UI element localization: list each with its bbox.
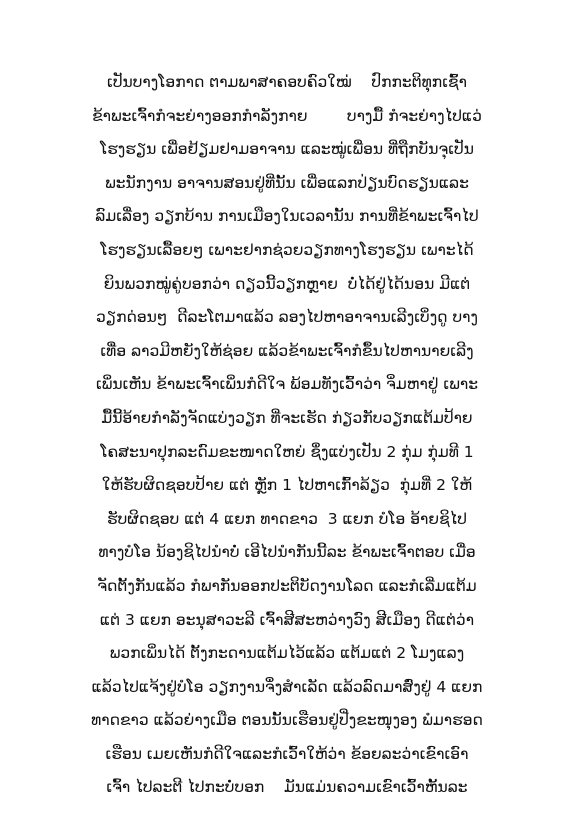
text-line: ແລ້ວໄປແຈ້ງຢູ່ບໍໂອ ວຽກງານຈຶ່ງສຳເລັດ ແລ້ວລົດມາສົ່ງຢູ່ 4 ແຍກ	[91, 677, 483, 696]
text-line: ເຈົ້າ ໄປລະຕີ ໄປກະບໍ່ບອກ ມັນແມ່ນຄວາມເຂົາເວົ້າຫັ້ນລະ	[106, 778, 468, 797]
text-line: ເທື່ອ ລາວມີຫຍັງໃຫ້ຊ່ອຍ ແລ້ວຂ້າພະເຈົ້າກໍຂຶ້ນໄປຫານາຍເລີງ	[100, 341, 474, 360]
text-line: ຈັດຕັ້ງກັນແລ້ວ ກໍພາກັນອອກປະຕິບັດງານໂລດ ແລະກໍເລີ່ມແຕ້ມ	[97, 576, 477, 595]
body-text	[72, 66, 502, 805]
text-line: ເພິ່ນເຫັນ ຂ້າພະເຈົ້າເພິ່ນກໍດີໃຈ ພ້ອມທັງເວົ້າວ່າ ຈິ່ມຫາຢູ່ ເພາະ	[95, 375, 479, 394]
text-line: ລົມເລື່ອງ ວຽກບ້ານ ການເມືອງໃນເວລານັ້ນ ການທີ່ຂ້າພະເຈົ້າໄປ	[95, 207, 479, 226]
text-line: ພະນັກງານ ອາຈານສອນຢູ່ທີ່ນັ້ນ ເພື່ອແລກປ່ຽນບົດຮຽນແລະ	[105, 173, 469, 192]
text-line: ມື້ນີ້ອ້າຍກຳລັງຈັດແບ່ງວຽກ ທີ່ຈະເຮັດ ກ່ຽວກັບວຽກແຕ້ມປ້າຍ	[101, 408, 473, 427]
text-line: ເຮືອນ ເມຍເຫັນກໍດີໃຈແລະກໍເວົ້າໃຫ້ວ່າ ຂ້ອຍລະວ່າເຂົາເອົາ	[105, 744, 469, 763]
text-line: ຮັບຜິດຊອບ ແຕ່ 4 ແຍກ ທາດຂາວ 3 ແຍກ ບໍໂອ ອ້າຍຊິໄປ	[107, 509, 467, 528]
text-line: ແຕ່ 3 ແຍກ ອະນຸສາວະລີ ເຈົ້າສີສະຫວ່າງວົງ ສີເມືອງ ດີແຕ່ວ່າ	[99, 610, 475, 629]
text-line: ທາດຂາວ ແລ້ວຍ່າງເມືອ ຕອນນັ້ນເຮືອນຢູ່ປີ່ງຂະໜຸງອງ ພໍມາຮອດ	[91, 711, 483, 730]
text-line: ພວກເພິ່ນໄດ້ ຕັ້ງກະດານແຕ້ມໄວ້ແລ້ວ ແຕ້ມແຕ່ 2 ໂມງແລງ	[109, 644, 465, 663]
text-line: ຂ້າພະເຈົ້າກໍຈະຍ່າງອອກກຳລັງກາຍ ບາງມື້ ກໍຈະຍ່າງໄປແວ່	[92, 106, 482, 125]
text-line: ເປັນບາງໂອກາດ ຕາມພາສາຄອບຄົວໃໝ່ ປົກກະຕິທຸກເຊົ້າ	[107, 73, 467, 91]
text-line: ທາງບໍໂອ ນ້ອງຊິໄປນຳບໍ່ ເອີໄປນຳກັນນີ້ລະ ຂ້າພະເຈົ້າຕອບ ເມື່ອ	[98, 543, 476, 562]
text-line: ຍິນພວກໝູ່ຄູ່ບອກວ່າ ດຽວນີ້ວຽກຫຼາຍ ບໍ່ໄດ້ຢູ່ໄດ້ນອນ ມີແຕ່	[103, 274, 471, 293]
text-line: ໂຮງຮຽນ ເພື່ອຢ້ຽມຢາມອາຈານ ແລະໝູ່ເພື່ອນ ທີ່ຖືກບັນຈຸເປັນ	[100, 140, 474, 159]
text-line: ວຽກດ່ອນໆ ດີລະໂຕມາແລ້ວ ລອງໄປຫາອາຈານເລີງເບິ່ງດູ ບາງ	[95, 308, 478, 327]
text-line: ໃຫ້ຮັບຜິດຊອບປ້າຍ ແຕ່ ຫຼັກ 1 ໄປຫາເກົ້າລ້ຽວ ກຸ່ມທີ່ 2 ໃຫ້	[101, 476, 473, 495]
text-line: ໂຄສະນາປຸກລະດົມຂະໜາດໃຫຍ່ ຊຶ່ງແບ່ງເປັນ 2 ກຸ່ມ ກຸ່ມທີ 1	[100, 442, 474, 461]
text-line: ໂຮງຮຽນເລື້ອຍໆ ເພາະຢາກຊ່ວຍວຽກທາງໂຮງຮຽນ ເພາະໄດ້	[100, 240, 474, 259]
